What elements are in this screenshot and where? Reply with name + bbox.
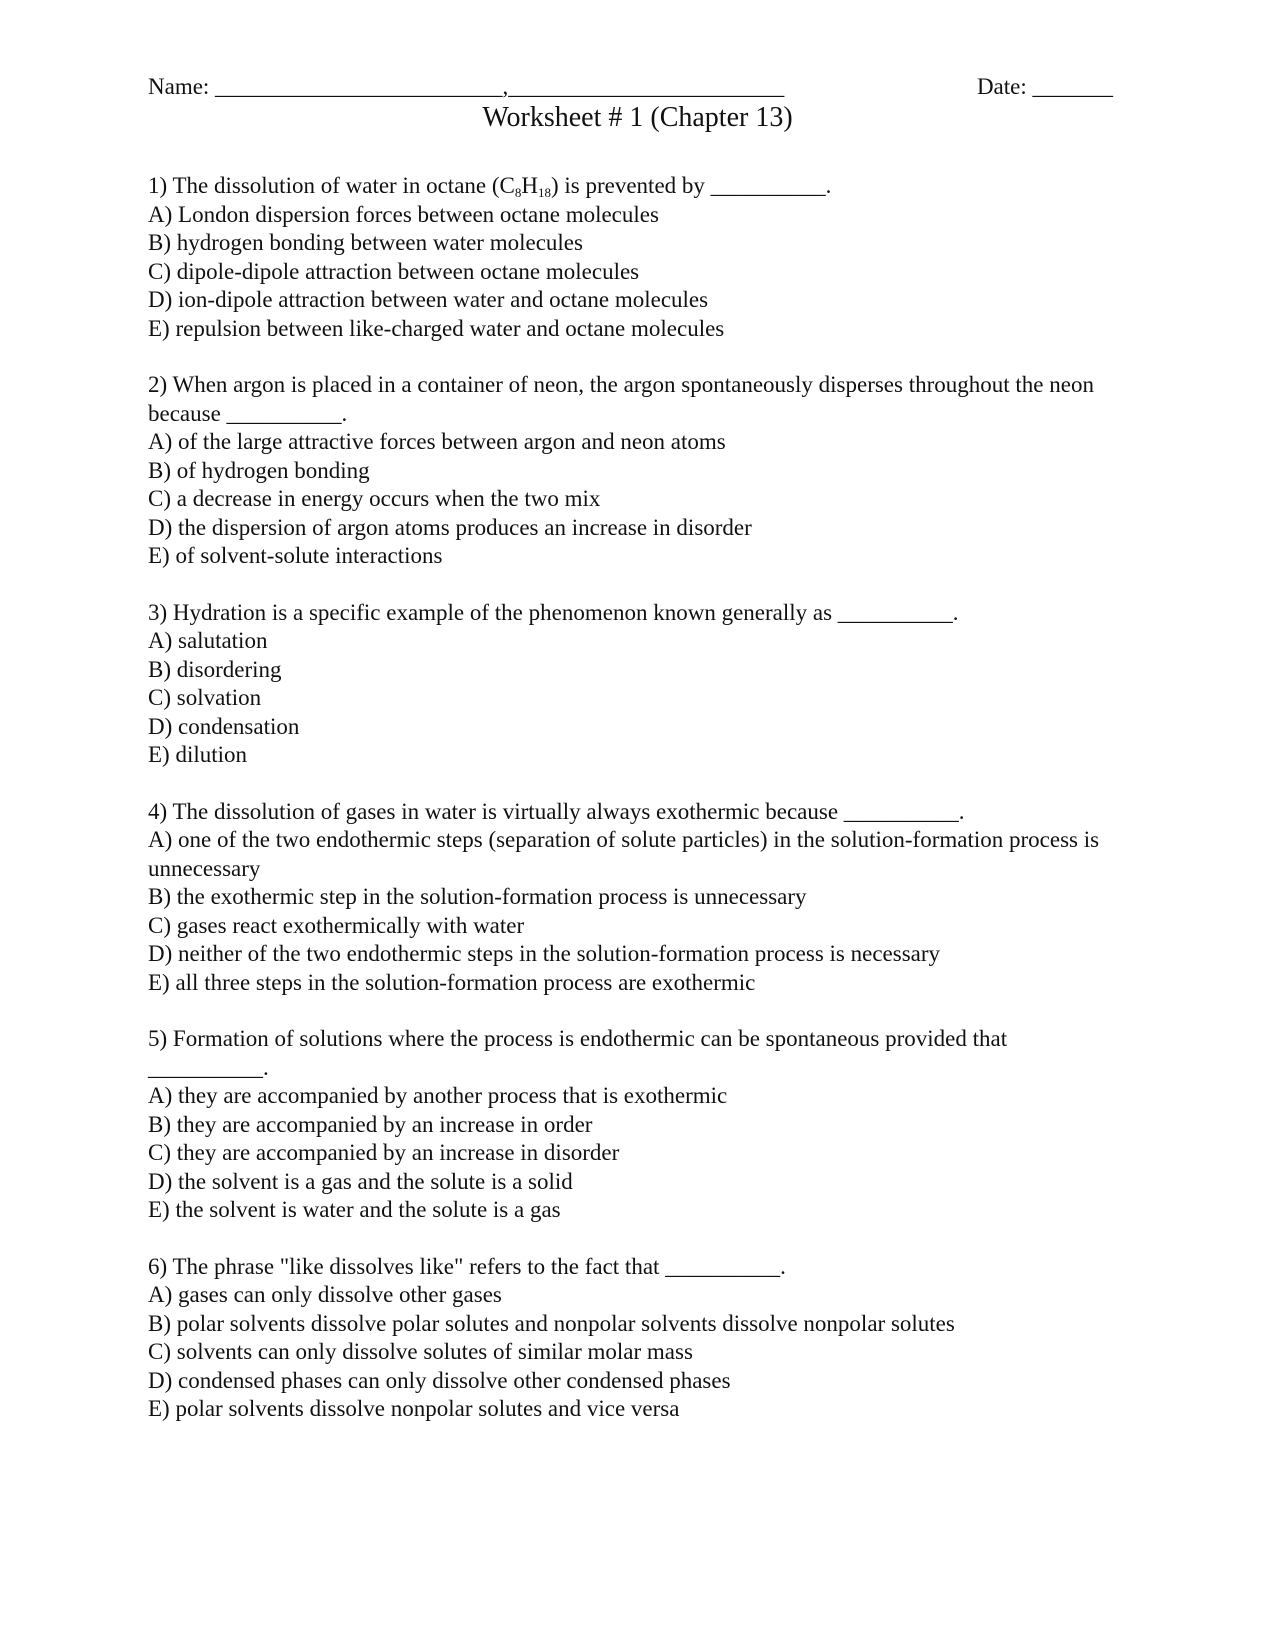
question-3-stem: 3) Hydration is a specific example of the phenomenon known generally as __________. [148,599,959,625]
subscript-8: 8 [514,185,522,200]
question-5-option-d: D) the solvent is a gas and the solute is a solid [148,1168,573,1194]
question-1-option-d: D) ion-dipole attraction between water and octane molecules [148,287,709,312]
question-6-option-b: B) polar solvents dissolve polar solutes and nonpolar solvents dissolve nonpolar solutes [148,1310,955,1336]
question-4-option-a: A) one of the two endothermic steps (separation of solute particles) in the solution-formation process is unnecessary [148,827,1100,881]
question-2-stem: 2) When argon is placed in a container of neon, the argon spontaneously disperses throughout the neon because __________. [148,372,1094,426]
question-list [148,172,1123,1452]
question-6-option-d: D) condensed phases can only dissolve other condensed phases [148,1367,731,1393]
header-row [148,74,1113,104]
question-2-option-d: D) the dispersion of argon atoms produces an increase in disorder [148,514,752,540]
question-5 [148,1025,1123,1225]
question-5-option-b: B) they are accompanied by an increase in order [148,1111,593,1137]
question-6-option-c: C) solvents can only dissolve solutes of similar molar mass [148,1339,693,1364]
question-1-option-c: C) dipole-dipole attraction between octane molecules [148,258,640,284]
question-4-option-c: C) gases react exothermically with water [148,912,525,938]
question-3-option-b: B) disordering [148,656,282,682]
question-6-option-a: A) gases can only dissolve other gases [148,1282,502,1307]
question-1-option-a: A) London dispersion forces between octane molecules [148,201,659,227]
question-1-stem [148,172,1123,201]
question-4-stem: 4) The dissolution of gases in water is virtually always exothermic because __________. [148,798,965,824]
question-2-option-a: A) of the large attractive forces between argon and neon atoms [148,429,726,454]
question-2-option-c: C) a decrease in energy occurs when the two mix [148,486,601,511]
question-5-option-c: C) they are accompanied by an increase in disorder [148,1140,620,1165]
question-4-option-e: E) all three steps in the solution-formation process are exothermic [148,969,756,995]
question-6 [148,1253,1123,1424]
question-4-option-d: D) neither of the two endothermic steps in the solution-formation process is necessary [148,941,941,966]
question-4-option-b: B) the exothermic step in the solution-formation process is unnecessary [148,884,807,909]
question-3 [148,599,1123,770]
question-6-stem: 6) The phrase "like dissolves like" refers to the fact that __________. [148,1253,786,1279]
question-6-option-e: E) polar solvents dissolve nonpolar solutes and vice versa [148,1396,680,1421]
question-2 [148,371,1123,571]
question-3-option-c: C) solvation [148,685,262,710]
question-1 [148,172,1123,343]
question-3-option-e: E) dilution [148,742,248,767]
question-5-option-a: A) they are accompanied by another process that is exothermic [148,1083,728,1108]
question-2-option-b: B) of hydrogen bonding [148,457,370,483]
name-field: Name: _________________________,________________________ [148,74,785,99]
subscript-18: 18 [537,185,551,200]
question-1-stem-end: ) is prevented by __________. [550,173,832,198]
question-1-option-b: B) hydrogen bonding between water molecules [148,230,583,255]
question-3-option-d: D) condensation [148,713,300,739]
question-5-option-e: E) the solvent is water and the solute is a gas [148,1197,561,1222]
question-2-option-e: E) of solvent-solute interactions [148,543,443,568]
question-3-option-a: A) salutation [148,628,268,653]
question-1-option-e: E) repulsion between like-charged water and octane molecules [148,315,725,341]
question-4 [148,798,1123,998]
question-1-stem-start: 1) The dissolution of water in octane (C [148,173,515,198]
page-title: Worksheet # 1 (Chapter 13) [482,102,793,133]
question-5-stem: 5) Formation of solutions where the process is endothermic can be spontaneous provided that __________. [148,1026,1008,1080]
date-field: Date: _______ [976,74,1113,99]
hydrogen-symbol: H [521,173,538,198]
